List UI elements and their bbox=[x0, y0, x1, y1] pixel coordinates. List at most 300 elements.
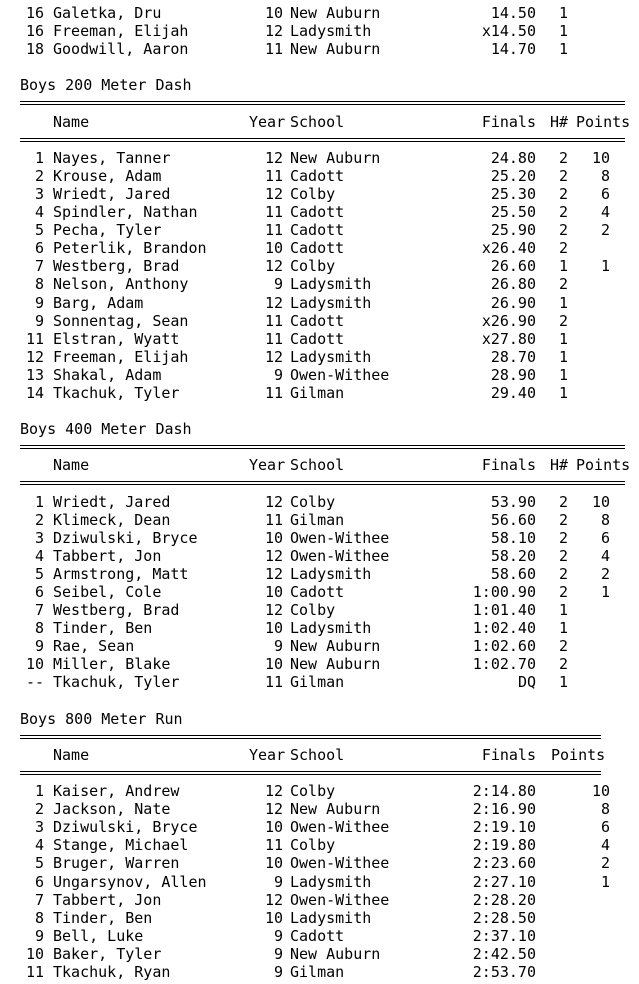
athlete-name: Krouse, Adam bbox=[53, 166, 162, 185]
points: 8 bbox=[600, 800, 610, 819]
header-school: School bbox=[290, 112, 345, 131]
heat-number: 2 bbox=[558, 546, 568, 565]
mark: 56.60 bbox=[490, 510, 536, 529]
school: Cadott bbox=[290, 926, 345, 945]
athlete-name: Bell, Luke bbox=[53, 926, 144, 945]
result-row bbox=[0, 565, 639, 583]
place: 9 bbox=[34, 311, 44, 330]
year: 9 bbox=[273, 944, 283, 963]
result-row bbox=[0, 583, 639, 601]
year: 12 bbox=[264, 890, 283, 909]
result-row bbox=[0, 22, 639, 40]
place: 2 bbox=[34, 166, 44, 185]
school: Owen-Withee bbox=[290, 818, 390, 837]
header-name: Name bbox=[53, 456, 90, 475]
heat-number: 2 bbox=[558, 184, 568, 203]
place: 5 bbox=[34, 564, 44, 583]
place: 8 bbox=[34, 275, 44, 294]
school: Owen-Withee bbox=[290, 854, 390, 873]
points: 10 bbox=[591, 148, 610, 167]
athlete-name: Freeman, Elijah bbox=[53, 347, 189, 366]
place: 1 bbox=[34, 148, 44, 167]
athlete-name: Tinder, Ben bbox=[53, 619, 153, 638]
heat-number: 1 bbox=[558, 4, 568, 22]
result-row bbox=[0, 239, 639, 257]
mark: 2:16.90 bbox=[472, 800, 536, 819]
separator-rule bbox=[0, 728, 639, 746]
place: 7 bbox=[34, 601, 44, 620]
school: Cadott bbox=[290, 311, 345, 330]
place: 11 bbox=[25, 329, 44, 348]
place: 12 bbox=[25, 347, 44, 366]
year: 11 bbox=[264, 311, 283, 330]
mark: 58.60 bbox=[490, 564, 536, 583]
heat-number: 1 bbox=[558, 673, 568, 692]
year: 9 bbox=[273, 637, 283, 656]
separator-rule bbox=[0, 94, 639, 112]
year: 12 bbox=[264, 148, 283, 167]
result-row bbox=[0, 873, 639, 891]
mark: 24.80 bbox=[490, 148, 536, 167]
spacer bbox=[0, 58, 639, 76]
heat-number: 2 bbox=[558, 655, 568, 674]
mark: 25.30 bbox=[490, 184, 536, 203]
athlete-name: Rae, Sean bbox=[53, 637, 135, 656]
points: 1 bbox=[600, 257, 610, 276]
heat-number: 2 bbox=[558, 221, 568, 240]
mark: 14.70 bbox=[490, 40, 536, 59]
header-year: Year bbox=[249, 112, 286, 131]
athlete-name: Dziwulski, Bryce bbox=[53, 818, 198, 837]
athlete-name: Pecha, Tyler bbox=[53, 221, 162, 240]
year: 10 bbox=[264, 619, 283, 638]
school: Colby bbox=[290, 782, 336, 801]
year: 10 bbox=[264, 854, 283, 873]
mark: 25.50 bbox=[490, 203, 536, 222]
school: Owen-Withee bbox=[290, 890, 390, 909]
mark: 1:01.40 bbox=[472, 601, 536, 620]
mark: 2:19.80 bbox=[472, 836, 536, 855]
heat-number: 2 bbox=[558, 528, 568, 547]
points: 8 bbox=[600, 166, 610, 185]
points: 2 bbox=[600, 854, 610, 873]
event-section bbox=[0, 692, 639, 982]
year: 11 bbox=[264, 510, 283, 529]
place: 13 bbox=[25, 365, 44, 384]
year: 12 bbox=[264, 293, 283, 312]
event-title: Boys 400 Meter Dash bbox=[20, 420, 192, 439]
result-row bbox=[0, 836, 639, 854]
result-row bbox=[0, 4, 639, 22]
header-school: School bbox=[290, 456, 345, 475]
mark: x26.90 bbox=[481, 311, 536, 330]
athlete-name: Spindler, Nathan bbox=[53, 203, 198, 222]
year: 11 bbox=[264, 673, 283, 692]
place: 8 bbox=[34, 908, 44, 927]
year: 9 bbox=[273, 926, 283, 945]
separator-rule bbox=[0, 764, 639, 782]
year: 11 bbox=[264, 40, 283, 59]
points: 6 bbox=[600, 818, 610, 837]
heat-number: 2 bbox=[558, 311, 568, 330]
header-points: Points bbox=[576, 456, 631, 475]
year: 11 bbox=[264, 221, 283, 240]
athlete-name: Sonnentag, Sean bbox=[53, 311, 189, 330]
result-row bbox=[0, 493, 639, 511]
year: 12 bbox=[264, 782, 283, 801]
place: 8 bbox=[34, 619, 44, 638]
place: 4 bbox=[34, 836, 44, 855]
school: Colby bbox=[290, 257, 336, 276]
place: 3 bbox=[34, 184, 44, 203]
year: 11 bbox=[264, 166, 283, 185]
school: Ladysmith bbox=[290, 347, 372, 366]
result-row bbox=[0, 40, 639, 58]
mark: DQ bbox=[517, 673, 536, 692]
place: 4 bbox=[34, 203, 44, 222]
athlete-name: Klimeck, Dean bbox=[53, 510, 171, 529]
spacer bbox=[0, 692, 639, 710]
result-row bbox=[0, 818, 639, 836]
year: 10 bbox=[264, 655, 283, 674]
header-name: Name bbox=[53, 112, 90, 131]
result-row bbox=[0, 330, 639, 348]
place: 1 bbox=[34, 492, 44, 511]
place: 5 bbox=[34, 854, 44, 873]
school: Gilman bbox=[290, 962, 345, 981]
header-points: Points bbox=[576, 112, 631, 131]
school: New Auburn bbox=[290, 4, 381, 22]
athlete-name: Dziwulski, Bryce bbox=[53, 528, 198, 547]
year: 9 bbox=[273, 962, 283, 981]
place: 10 bbox=[25, 655, 44, 674]
place: 2 bbox=[34, 510, 44, 529]
athlete-name: Westberg, Brad bbox=[53, 601, 180, 620]
header-heat: H# bbox=[550, 456, 569, 475]
school: Gilman bbox=[290, 383, 345, 402]
mark: 1:00.90 bbox=[472, 583, 536, 601]
header-finals: Finals bbox=[481, 456, 536, 475]
result-row bbox=[0, 167, 639, 185]
heat-number: 1 bbox=[558, 40, 568, 59]
points: 4 bbox=[600, 836, 610, 855]
result-row bbox=[0, 854, 639, 872]
year: 12 bbox=[264, 184, 283, 203]
year: 11 bbox=[264, 383, 283, 402]
place: 3 bbox=[34, 528, 44, 547]
result-row bbox=[0, 800, 639, 818]
year: 12 bbox=[264, 492, 283, 511]
separator-rule bbox=[0, 474, 639, 492]
event-title: Boys 800 Meter Run bbox=[20, 709, 183, 728]
result-row bbox=[0, 547, 639, 565]
athlete-name: Shakal, Adam bbox=[53, 365, 162, 384]
school: Cadott bbox=[290, 166, 345, 185]
column-headers bbox=[0, 113, 639, 131]
school: Gilman bbox=[290, 673, 345, 692]
result-row bbox=[0, 275, 639, 293]
school: Cadott bbox=[290, 329, 345, 348]
school: Cadott bbox=[290, 203, 345, 222]
place: 5 bbox=[34, 221, 44, 240]
mark: 2:14.80 bbox=[472, 782, 536, 801]
mark: 2:42.50 bbox=[472, 944, 536, 963]
mark: 25.20 bbox=[490, 166, 536, 185]
mark: 2:27.10 bbox=[472, 872, 536, 891]
separator-rule bbox=[0, 131, 639, 149]
points: 4 bbox=[600, 203, 610, 222]
place: 3 bbox=[34, 818, 44, 837]
result-row bbox=[0, 963, 639, 981]
mark: 2:28.50 bbox=[472, 908, 536, 927]
school: New Auburn bbox=[290, 637, 381, 656]
school: Colby bbox=[290, 184, 336, 203]
previous-event-continuation bbox=[0, 4, 639, 58]
place: 2 bbox=[34, 800, 44, 819]
mark: 53.90 bbox=[490, 492, 536, 511]
place: 7 bbox=[34, 890, 44, 909]
result-row bbox=[0, 294, 639, 312]
heat-number: 1 bbox=[558, 601, 568, 620]
place: 18 bbox=[25, 40, 44, 59]
place: 7 bbox=[34, 257, 44, 276]
athlete-name: Freeman, Elijah bbox=[53, 22, 189, 41]
school: New Auburn bbox=[290, 800, 381, 819]
year: 10 bbox=[264, 528, 283, 547]
heat-number: 2 bbox=[558, 564, 568, 583]
athlete-name: Seibel, Cole bbox=[53, 583, 162, 601]
place: 16 bbox=[25, 22, 44, 41]
school: Owen-Withee bbox=[290, 528, 390, 547]
year: 12 bbox=[264, 564, 283, 583]
place: 11 bbox=[25, 962, 44, 981]
year: 11 bbox=[264, 203, 283, 222]
place: 4 bbox=[34, 546, 44, 565]
school: Ladysmith bbox=[290, 22, 372, 41]
heat-number: 2 bbox=[558, 203, 568, 222]
year: 10 bbox=[264, 908, 283, 927]
points: 4 bbox=[600, 546, 610, 565]
school: Ladysmith bbox=[290, 619, 372, 638]
mark: 28.70 bbox=[490, 347, 536, 366]
year: 12 bbox=[264, 22, 283, 41]
mark: x26.40 bbox=[481, 239, 536, 258]
athlete-name: Tinder, Ben bbox=[53, 908, 153, 927]
athlete-name: Miller, Blake bbox=[53, 655, 171, 674]
result-row bbox=[0, 366, 639, 384]
place: -- bbox=[25, 673, 44, 692]
mark: x27.80 bbox=[481, 329, 536, 348]
heat-number: 1 bbox=[558, 619, 568, 638]
year: 12 bbox=[264, 546, 283, 565]
place: 6 bbox=[34, 239, 44, 258]
school: Colby bbox=[290, 601, 336, 620]
header-heat: H# bbox=[550, 112, 569, 131]
place: 6 bbox=[34, 872, 44, 891]
event-section bbox=[0, 402, 639, 692]
year: 9 bbox=[273, 275, 283, 294]
result-row bbox=[0, 601, 639, 619]
points: 10 bbox=[591, 492, 610, 511]
year: 11 bbox=[264, 329, 283, 348]
header-year: Year bbox=[249, 456, 286, 475]
points: 1 bbox=[600, 872, 610, 891]
result-row bbox=[0, 529, 639, 547]
year: 9 bbox=[273, 872, 283, 891]
result-row bbox=[0, 909, 639, 927]
heat-number: 2 bbox=[558, 148, 568, 167]
points: 1 bbox=[600, 583, 610, 601]
heat-number: 1 bbox=[558, 257, 568, 276]
result-row bbox=[0, 203, 639, 221]
athlete-name: Wriedt, Jared bbox=[53, 492, 171, 511]
place: 6 bbox=[34, 583, 44, 601]
athlete-name: Ungarsynov, Allen bbox=[53, 872, 207, 891]
mark: x14.50 bbox=[481, 22, 536, 41]
athlete-name: Tkachuk, Ryan bbox=[53, 962, 171, 981]
year: 9 bbox=[273, 365, 283, 384]
mark: 2:23.60 bbox=[472, 854, 536, 873]
mark: 2:28.20 bbox=[472, 890, 536, 909]
mark: 14.50 bbox=[490, 4, 536, 22]
year: 12 bbox=[264, 347, 283, 366]
athlete-name: Nayes, Tanner bbox=[53, 148, 171, 167]
heat-number: 2 bbox=[558, 166, 568, 185]
result-row bbox=[0, 927, 639, 945]
points: 8 bbox=[600, 510, 610, 529]
athlete-name: Baker, Tyler bbox=[53, 944, 162, 963]
mark: 28.90 bbox=[490, 365, 536, 384]
header-year: Year bbox=[249, 745, 286, 764]
place: 10 bbox=[25, 944, 44, 963]
year: 12 bbox=[264, 800, 283, 819]
school: Colby bbox=[290, 492, 336, 511]
event-title: Boys 200 Meter Dash bbox=[20, 76, 192, 95]
heat-number: 2 bbox=[558, 583, 568, 601]
heat-number: 2 bbox=[558, 492, 568, 511]
heat-number: 2 bbox=[558, 637, 568, 656]
athlete-name: Wriedt, Jared bbox=[53, 184, 171, 203]
mark: 26.60 bbox=[490, 257, 536, 276]
school: Ladysmith bbox=[290, 275, 372, 294]
year: 12 bbox=[264, 257, 283, 276]
athlete-name: Tabbert, Jon bbox=[53, 890, 162, 909]
header-finals: Finals bbox=[481, 112, 536, 131]
mark: 58.10 bbox=[490, 528, 536, 547]
points: 2 bbox=[600, 221, 610, 240]
points: 6 bbox=[600, 528, 610, 547]
school: New Auburn bbox=[290, 148, 381, 167]
header-name: Name bbox=[53, 745, 90, 764]
result-row bbox=[0, 384, 639, 402]
result-row bbox=[0, 185, 639, 203]
result-row bbox=[0, 221, 639, 239]
school: New Auburn bbox=[290, 655, 381, 674]
heat-number: 2 bbox=[558, 239, 568, 258]
place: 1 bbox=[34, 782, 44, 801]
school: Ladysmith bbox=[290, 293, 372, 312]
mark: 2:19.10 bbox=[472, 818, 536, 837]
school: Gilman bbox=[290, 510, 345, 529]
school: Colby bbox=[290, 836, 336, 855]
mark: 2:37.10 bbox=[472, 926, 536, 945]
result-row bbox=[0, 891, 639, 909]
result-row bbox=[0, 945, 639, 963]
points: 6 bbox=[600, 184, 610, 203]
result-row bbox=[0, 637, 639, 655]
school: Ladysmith bbox=[290, 872, 372, 891]
year: 10 bbox=[264, 4, 283, 22]
athlete-name: Bruger, Warren bbox=[53, 854, 180, 873]
school: Owen-Withee bbox=[290, 365, 390, 384]
athlete-name: Tabbert, Jon bbox=[53, 546, 162, 565]
mark: 29.40 bbox=[490, 383, 536, 402]
year: 12 bbox=[264, 601, 283, 620]
mark: 26.80 bbox=[490, 275, 536, 294]
athlete-name: Nelson, Anthony bbox=[53, 275, 189, 294]
heat-number: 1 bbox=[558, 293, 568, 312]
athlete-name: Elstran, Wyatt bbox=[53, 329, 180, 348]
heat-number: 2 bbox=[558, 275, 568, 294]
place: 9 bbox=[34, 637, 44, 656]
heat-number: 1 bbox=[558, 22, 568, 41]
column-headers bbox=[0, 746, 639, 764]
points: 10 bbox=[591, 782, 610, 801]
school: New Auburn bbox=[290, 40, 381, 59]
place: 14 bbox=[25, 383, 44, 402]
athlete-name: Barg, Adam bbox=[53, 293, 144, 312]
header-school: School bbox=[290, 745, 345, 764]
school: Cadott bbox=[290, 583, 345, 601]
athlete-name: Tkachuk, Tyler bbox=[53, 383, 180, 402]
place: 9 bbox=[34, 293, 44, 312]
result-row bbox=[0, 619, 639, 637]
points: 2 bbox=[600, 564, 610, 583]
result-row bbox=[0, 257, 639, 275]
athlete-name: Galetka, Dru bbox=[53, 4, 162, 22]
heat-number: 1 bbox=[558, 329, 568, 348]
athlete-name: Jackson, Nate bbox=[53, 800, 171, 819]
athlete-name: Westberg, Brad bbox=[53, 257, 180, 276]
athlete-name: Tkachuk, Tyler bbox=[53, 673, 180, 692]
school: Ladysmith bbox=[290, 564, 372, 583]
athlete-name: Armstrong, Matt bbox=[53, 564, 189, 583]
result-row bbox=[0, 673, 639, 691]
mark: 1:02.60 bbox=[472, 637, 536, 656]
year: 10 bbox=[264, 818, 283, 837]
header-finals: Finals bbox=[481, 745, 536, 764]
heat-number: 2 bbox=[558, 510, 568, 529]
place: 9 bbox=[34, 926, 44, 945]
result-row bbox=[0, 655, 639, 673]
heat-number: 1 bbox=[558, 365, 568, 384]
result-row bbox=[0, 149, 639, 167]
result-row bbox=[0, 348, 639, 366]
school: New Auburn bbox=[290, 944, 381, 963]
mark: 26.90 bbox=[490, 293, 536, 312]
year: 11 bbox=[264, 836, 283, 855]
header-points: Points bbox=[551, 745, 606, 764]
mark: 1:02.40 bbox=[472, 619, 536, 638]
athlete-name: Goodwill, Aaron bbox=[53, 40, 189, 59]
mark: 1:02.70 bbox=[472, 655, 536, 674]
event-section bbox=[0, 58, 639, 402]
athlete-name: Peterlik, Brandon bbox=[53, 239, 207, 258]
column-headers bbox=[0, 456, 639, 474]
heat-number: 1 bbox=[558, 383, 568, 402]
mark: 58.20 bbox=[490, 546, 536, 565]
athlete-name: Kaiser, Andrew bbox=[53, 782, 180, 801]
